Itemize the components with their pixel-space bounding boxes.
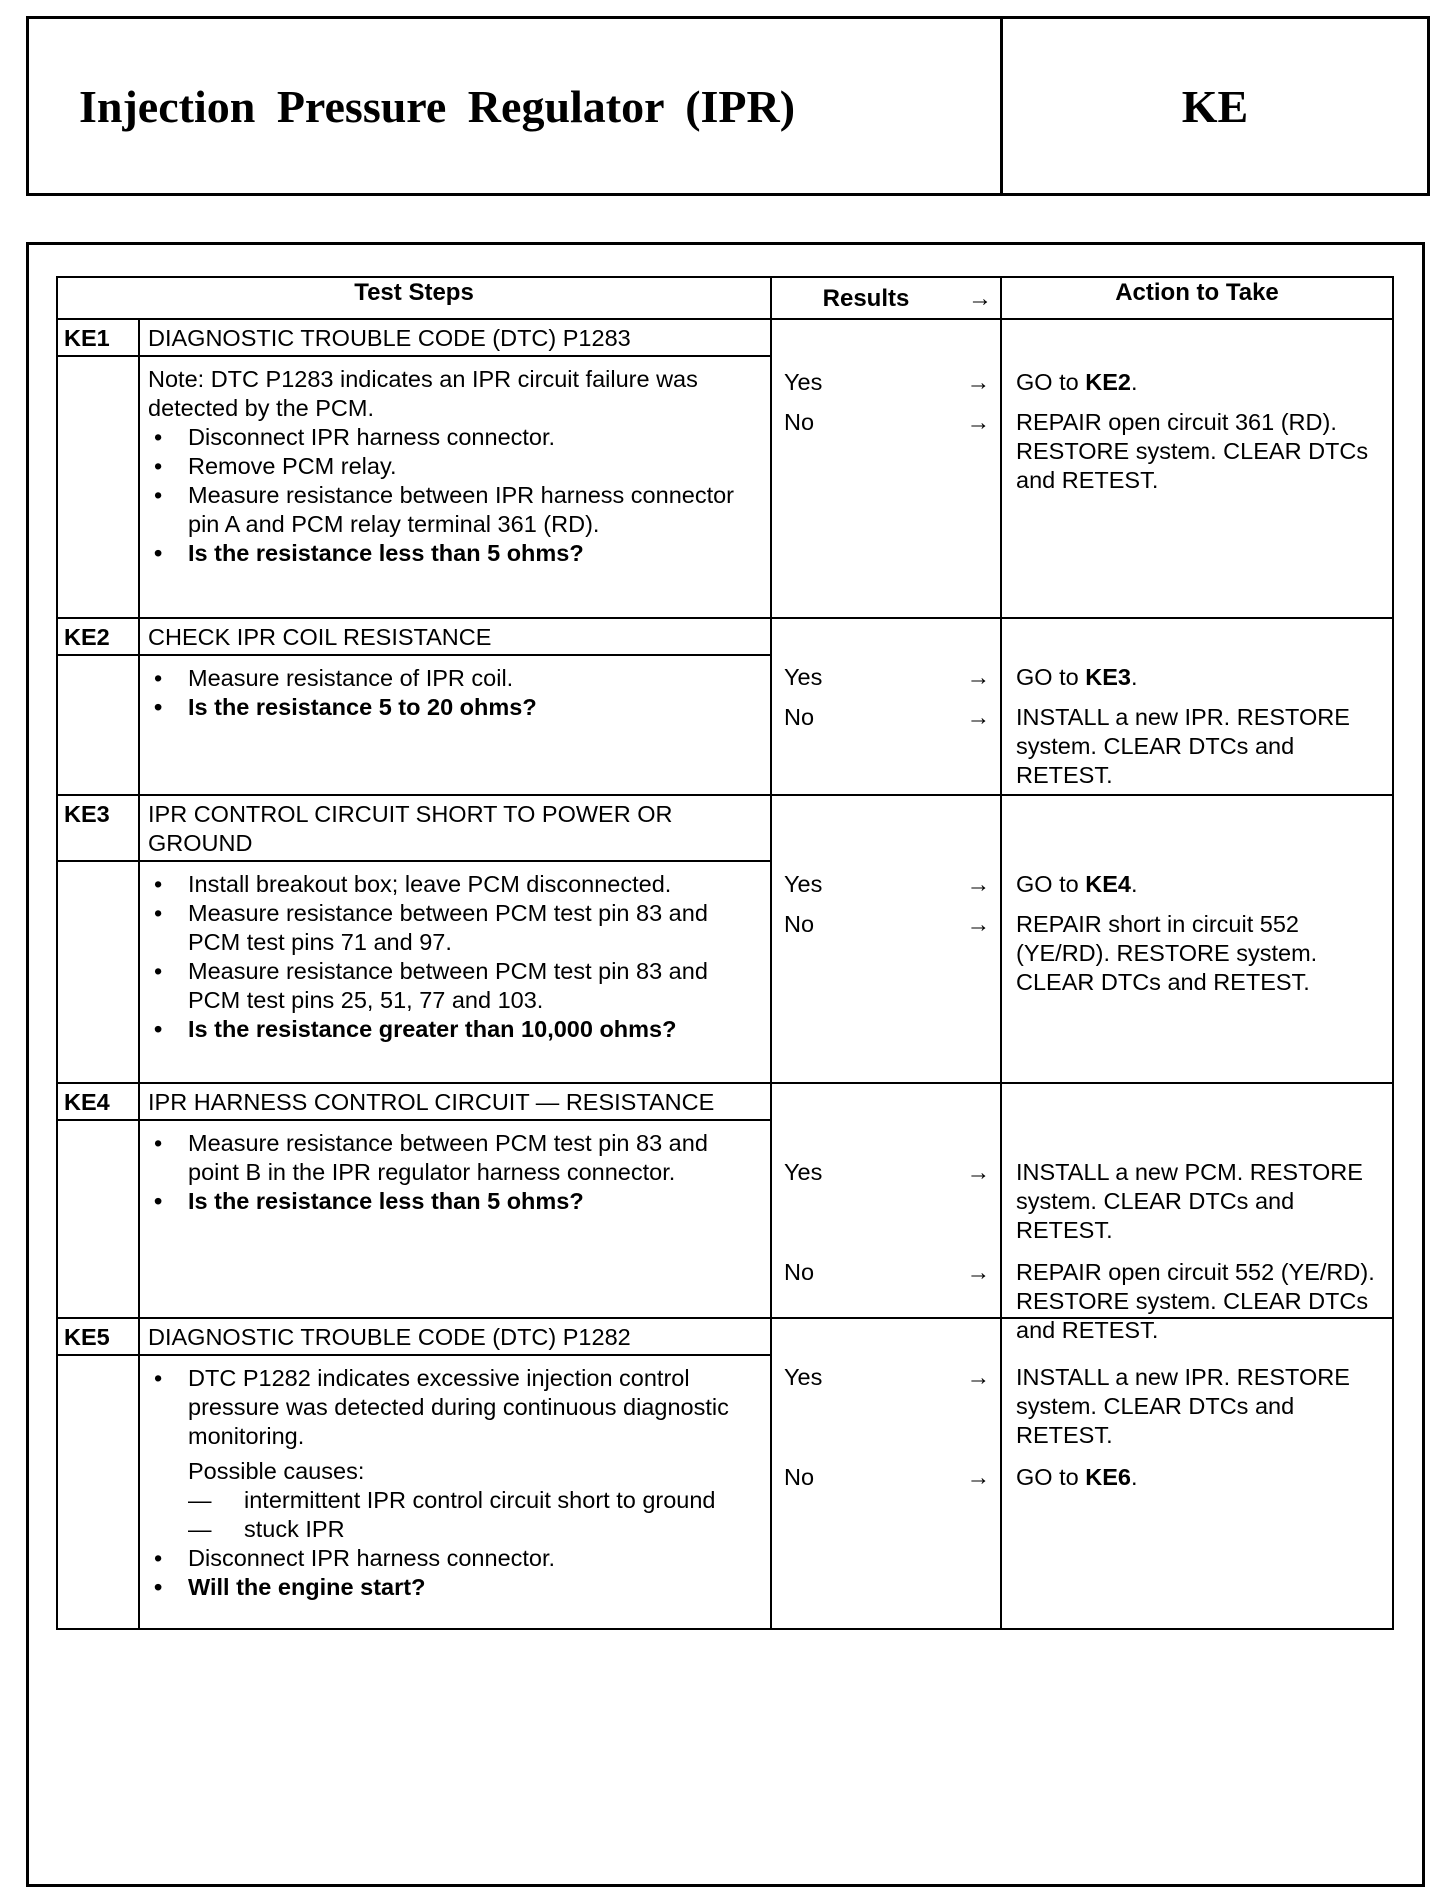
cause-item: — intermittent IPR control circuit short to ground bbox=[188, 1486, 758, 1515]
result-yes bbox=[784, 368, 992, 397]
result-yes bbox=[784, 1158, 992, 1187]
action-yes bbox=[1016, 663, 1382, 692]
arrow-icon: → bbox=[966, 1259, 990, 1285]
result-label: Yes bbox=[784, 369, 823, 395]
result-yes bbox=[784, 1363, 992, 1392]
title-box bbox=[26, 16, 1430, 196]
step-question: • Is the resistance 5 to 20 ohms? bbox=[148, 693, 758, 722]
result-label: Yes bbox=[784, 1364, 823, 1390]
result-no bbox=[784, 1463, 992, 1492]
step-title: IPR CONTROL CIRCUIT SHORT TO POWER OR GROUND bbox=[139, 795, 771, 861]
list-item: • Disconnect IPR harness connector. bbox=[148, 1544, 758, 1573]
action-text: . bbox=[1130, 369, 1138, 395]
step-id: KE1 bbox=[57, 319, 139, 356]
header-test-steps: Test Steps bbox=[57, 277, 771, 319]
action-no: REPAIR open circuit 361 (RD). RESTORE system. CLEAR DTCs and RETEST. bbox=[1016, 409, 1369, 493]
table-row bbox=[57, 618, 1393, 655]
header-results-label: Results bbox=[822, 285, 910, 312]
result-yes bbox=[784, 870, 992, 899]
arrow-icon: → bbox=[966, 1464, 990, 1490]
step-title: IPR HARNESS CONTROL CIRCUIT — RESISTANCE bbox=[139, 1083, 771, 1120]
action-no bbox=[1016, 1463, 1382, 1492]
step-question: • Will the engine start? bbox=[148, 1573, 758, 1602]
step-reference: KE3 bbox=[1085, 664, 1131, 690]
step-id: KE5 bbox=[57, 1318, 139, 1355]
result-label: Yes bbox=[784, 1159, 823, 1185]
list-item: • Measure resistance of IPR coil. bbox=[148, 664, 758, 693]
blank-cell bbox=[57, 356, 139, 618]
step-body bbox=[139, 1120, 771, 1318]
step-bullets bbox=[148, 423, 758, 568]
step-title: DIAGNOSTIC TROUBLE CODE (DTC) P1283 bbox=[139, 319, 771, 356]
arrow-icon: → bbox=[966, 704, 990, 730]
action-text: GO to bbox=[1016, 664, 1086, 690]
step-reference: KE2 bbox=[1085, 369, 1131, 395]
arrow-icon: → bbox=[966, 871, 990, 897]
step-bullets bbox=[148, 1544, 758, 1602]
blank-cell bbox=[57, 655, 139, 795]
step-body bbox=[139, 1355, 771, 1629]
action-cell bbox=[1001, 618, 1393, 795]
arrow-icon: → bbox=[966, 369, 990, 395]
section-code: KE bbox=[1181, 80, 1249, 132]
header-action: Action to Take bbox=[1001, 277, 1393, 319]
step-body bbox=[139, 356, 771, 618]
action-cell bbox=[1001, 319, 1393, 618]
arrow-icon: → bbox=[966, 911, 990, 937]
result-no bbox=[784, 1258, 992, 1287]
list-item: • Install breakout box; leave PCM disconnected. bbox=[148, 870, 758, 899]
cause-item: — stuck IPR bbox=[188, 1515, 758, 1544]
action-yes bbox=[1016, 870, 1382, 899]
list-item: • Disconnect IPR harness connector. bbox=[148, 423, 758, 452]
action-cell bbox=[1001, 1083, 1393, 1343]
action-yes: INSTALL a new IPR. RESTORE system. CLEAR DTCs and RETEST. bbox=[1016, 1364, 1350, 1448]
list-item: • Measure resistance between PCM test pin 83 and PCM test pins 71 and 97. bbox=[148, 899, 758, 957]
action-no: INSTALL a new IPR. RESTORE system. CLEAR DTCs and RETEST. bbox=[1016, 704, 1350, 788]
list-item: • DTC P1282 indicates excessive injection control pressure was detected during continuous diagnostic monitoring. bbox=[148, 1364, 758, 1451]
results-cell bbox=[771, 618, 1001, 795]
result-label: No bbox=[784, 1464, 815, 1490]
action-yes: INSTALL a new PCM. RESTORE system. CLEAR DTCs and RETEST. bbox=[1016, 1159, 1363, 1243]
table-header-row bbox=[57, 277, 1393, 319]
results-cell bbox=[771, 795, 1001, 1083]
result-label: No bbox=[784, 911, 815, 937]
action-text: . bbox=[1130, 664, 1138, 690]
table-row bbox=[57, 319, 1393, 356]
list-item: • Measure resistance between PCM test pin 83 and point B in the IPR regulator harness connector. bbox=[148, 1129, 758, 1187]
blank-cell bbox=[57, 1120, 139, 1318]
arrow-icon: → bbox=[966, 1159, 990, 1185]
action-text: GO to bbox=[1016, 369, 1086, 395]
table-row bbox=[57, 1318, 1393, 1355]
possible-causes-label: Possible causes: bbox=[188, 1458, 365, 1484]
action-text: GO to bbox=[1016, 871, 1086, 897]
action-text: GO to bbox=[1016, 1464, 1086, 1490]
arrow-icon: → bbox=[966, 1364, 990, 1390]
table-row bbox=[57, 1083, 1393, 1120]
step-bullets bbox=[148, 1364, 758, 1451]
table-row bbox=[57, 795, 1393, 861]
step-bullets bbox=[148, 664, 758, 722]
step-title: CHECK IPR COIL RESISTANCE bbox=[139, 618, 771, 655]
result-label: Yes bbox=[784, 664, 823, 690]
step-title: DIAGNOSTIC TROUBLE CODE (DTC) P1282 bbox=[139, 1318, 771, 1355]
action-cell bbox=[1001, 795, 1393, 1083]
step-id: KE3 bbox=[57, 795, 139, 861]
arrow-icon: → bbox=[968, 285, 992, 312]
step-question: • Is the resistance less than 5 ohms? bbox=[148, 539, 758, 568]
result-no bbox=[784, 408, 992, 437]
result-label: Yes bbox=[784, 871, 823, 897]
step-id: KE4 bbox=[57, 1083, 139, 1120]
action-no: REPAIR short in circuit 552 (YE/RD). RESTORE system. CLEAR DTCs and RETEST. bbox=[1016, 911, 1318, 995]
result-label: No bbox=[784, 704, 815, 730]
step-body bbox=[139, 861, 771, 1083]
step-bullets bbox=[148, 1129, 758, 1216]
result-no bbox=[784, 703, 992, 732]
result-no bbox=[784, 910, 992, 939]
results-cell bbox=[771, 319, 1001, 618]
results-cell bbox=[771, 1318, 1001, 1629]
step-reference: KE4 bbox=[1085, 871, 1131, 897]
arrow-icon: → bbox=[966, 409, 990, 435]
list-item: • Remove PCM relay. bbox=[148, 452, 758, 481]
result-yes bbox=[784, 663, 992, 692]
step-note: Note: DTC P1283 indicates an IPR circuit failure was detected by the PCM. bbox=[148, 366, 698, 421]
result-label: No bbox=[784, 409, 815, 435]
blank-cell bbox=[57, 861, 139, 1083]
action-cell bbox=[1001, 1318, 1393, 1629]
step-id: KE2 bbox=[57, 618, 139, 655]
step-bullets bbox=[148, 870, 758, 1044]
blank-cell bbox=[57, 1355, 139, 1629]
results-cell bbox=[771, 1083, 1001, 1318]
page-title: Injection Pressure Regulator (IPR) bbox=[29, 19, 1003, 193]
step-reference: KE6 bbox=[1085, 1464, 1131, 1490]
list-item: • Measure resistance between PCM test pin 83 and PCM test pins 25, 51, 77 and 103. bbox=[148, 957, 758, 1015]
action-yes bbox=[1016, 368, 1382, 397]
step-body bbox=[139, 655, 771, 795]
list-item: • Measure resistance between IPR harness connector pin A and PCM relay terminal 361 (RD). bbox=[148, 481, 758, 539]
action-text: . bbox=[1130, 1464, 1138, 1490]
action-text: . bbox=[1130, 871, 1138, 897]
step-question: • Is the resistance greater than 10,000 ohms? bbox=[148, 1015, 758, 1044]
result-label: No bbox=[784, 1259, 815, 1285]
header-results bbox=[771, 277, 1001, 319]
step-question: • Is the resistance less than 5 ohms? bbox=[148, 1187, 758, 1216]
action-no: REPAIR open circuit 552 (YE/RD). RESTORE system. CLEAR DTCs and RETEST. bbox=[1016, 1259, 1375, 1343]
arrow-icon: → bbox=[966, 664, 990, 690]
test-steps-table bbox=[56, 276, 1394, 1630]
